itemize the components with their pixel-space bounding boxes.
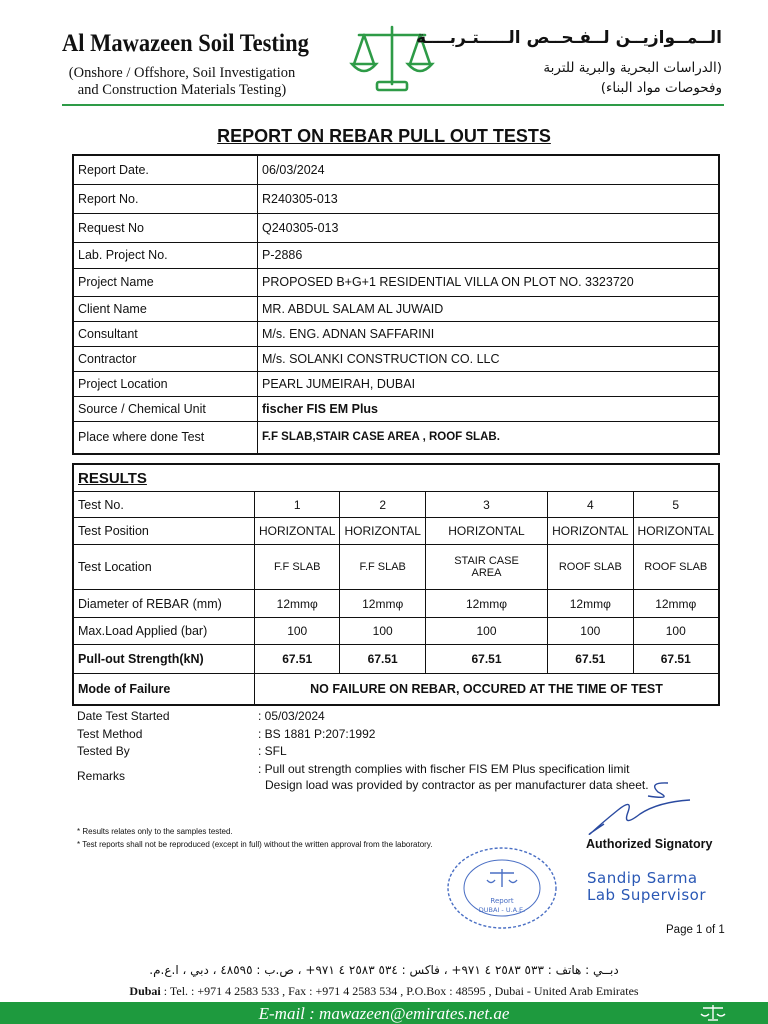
table-cell: HORIZONTAL — [340, 518, 425, 545]
table-cell: F.F SLAB — [340, 545, 425, 590]
table-cell: 12mmφ — [340, 590, 425, 618]
info-value: fischer FIS EM Plus — [258, 396, 720, 421]
company-subtitle-arabic — [543, 58, 722, 98]
results-row-test-no — [73, 492, 719, 518]
test-method-label: Test Method — [77, 727, 143, 741]
table-cell: HORIZONTAL — [548, 518, 633, 545]
info-value: M/s. SOLANKI CONSTRUCTION CO. LLC — [258, 346, 720, 371]
info-row-client-name — [73, 296, 719, 321]
results-table — [72, 463, 720, 706]
remarks-label: Remarks — [77, 769, 126, 783]
row-label: Max.Load Applied (bar) — [73, 618, 255, 645]
footer-contact-details: : Tel. : +971 4 2583 533 , Fax : +971 4 2583 534 , P.O.Box : 48595 , Dubai - United Arab Emirates — [160, 984, 639, 998]
info-value: P-2886 — [258, 242, 720, 268]
company-name-english: Al Mawazeen Soil Testing — [62, 30, 309, 57]
table-cell: 100 — [425, 618, 547, 645]
table-cell: 100 — [633, 618, 719, 645]
page-number: Page 1 of 1 — [666, 924, 725, 936]
info-row-place-of-test — [73, 421, 719, 454]
date-started-value: : 05/03/2024 — [258, 709, 325, 723]
info-value: M/s. ENG. ADNAN SAFFARINI — [258, 321, 720, 346]
footnote-reproduction: * Test reports shall not be reproduced (except in full) without the written approval from the laboratory. — [77, 840, 433, 849]
subtitle-line-2: and Construction Materials Testing) — [77, 82, 287, 98]
table-cell: 12mmφ — [425, 590, 547, 618]
info-value: PROPOSED B+G+1 RESIDENTIAL VILLA ON PLOT NO. 3323720 — [258, 268, 720, 296]
table-cell: HORIZONTAL — [425, 518, 547, 545]
info-row-contractor — [73, 346, 719, 371]
table-cell: 1 — [255, 492, 340, 518]
table-cell: 100 — [548, 618, 633, 645]
authorized-signatory: Authorized Signatory — [586, 837, 713, 851]
info-label: Report Date. — [73, 155, 258, 184]
table-cell: ROOF SLAB — [633, 545, 719, 590]
info-label: Lab. Project No. — [73, 242, 258, 268]
table-cell: 67.51 — [548, 645, 633, 674]
results-row-position — [73, 518, 719, 545]
info-label: Report No. — [73, 184, 258, 213]
row-label: Mode of Failure — [73, 674, 255, 705]
table-cell: 100 — [340, 618, 425, 645]
table-cell: 67.51 — [425, 645, 547, 674]
table-cell: 3 — [425, 492, 547, 518]
info-row-report-date — [73, 155, 719, 184]
info-label: Client Name — [73, 296, 258, 321]
footer-address-arabic: دبــي : هاتف : ٥٣٣ ٢٥٨٣ ٤ ٩٧١+ ، فاكس : ٥٣٤ ٢٥٨٣ ٤ ٩٧١+ ، ص.ب : ٤٨٥٩٥ ، دبي ، ا.ع.م. — [149, 963, 619, 977]
info-label: Project Name — [73, 268, 258, 296]
info-label: Source / Chemical Unit — [73, 396, 258, 421]
table-cell: 12mmφ — [255, 590, 340, 618]
table-cell: 2 — [340, 492, 425, 518]
row-label: Diameter of REBAR (mm) — [73, 590, 255, 618]
results-heading: RESULTS — [73, 464, 719, 492]
results-row-diameter — [73, 590, 719, 618]
footer-bar — [0, 1002, 768, 1024]
arabic-subtitle-line-2: وفحوصات مواد البناء) — [600, 80, 722, 96]
table-cell: STAIR CASE AREA — [425, 545, 547, 590]
info-row-project-name — [73, 268, 719, 296]
info-row-request-no — [73, 213, 719, 242]
results-heading-row — [73, 464, 719, 492]
results-row-load — [73, 618, 719, 645]
info-row-consultant — [73, 321, 719, 346]
results-row-location — [73, 545, 719, 590]
info-row-source-chemical — [73, 396, 719, 421]
info-value: Q240305-013 — [258, 213, 720, 242]
tested-by-label: Tested By — [77, 744, 130, 758]
supervisor-stamp — [587, 870, 706, 904]
company-name-arabic: الــمــوازيــن لــفـحــص الـــــتـربــــة — [416, 28, 722, 48]
info-value: 06/03/2024 — [258, 155, 720, 184]
lab-stamp-icon — [444, 845, 560, 931]
footer-dubai-label: Dubai — [129, 984, 161, 998]
table-cell: 67.51 — [340, 645, 425, 674]
table-cell: 100 — [255, 618, 340, 645]
table-cell: HORIZONTAL — [255, 518, 340, 545]
signature-icon — [578, 778, 708, 840]
test-method-value: : BS 1881 P:207:1992 — [258, 727, 376, 741]
table-cell: 67.51 — [255, 645, 340, 674]
results-row-failure — [73, 674, 719, 705]
row-label: Test No. — [73, 492, 255, 518]
tested-by-value: : SFL — [258, 744, 287, 758]
company-subtitle-english — [62, 65, 302, 99]
arabic-subtitle-line-1: (الدراسات البحرية والبرية للتربة — [543, 60, 722, 76]
row-label: Test Location — [73, 545, 255, 590]
remarks-line-2: Design load was provided by contractor as per manufacturer data sheet. — [265, 778, 649, 792]
info-label: Project Location — [73, 371, 258, 396]
table-cell: HORIZONTAL — [633, 518, 719, 545]
failure-mode-value: NO FAILURE ON REBAR, OCCURED AT THE TIME OF TEST — [255, 674, 720, 705]
table-cell: 67.51 — [633, 645, 719, 674]
table-cell: F.F SLAB — [255, 545, 340, 590]
footer-address-english — [0, 984, 768, 999]
table-cell: 12mmφ — [633, 590, 719, 618]
info-value: R240305-013 — [258, 184, 720, 213]
info-row-project-location — [73, 371, 719, 396]
info-row-lab-project-no — [73, 242, 719, 268]
header-divider — [62, 104, 724, 106]
remarks-line-1: : Pull out strength complies with fischer FIS EM Plus specification limit — [258, 762, 630, 776]
stamp-text-report: Report — [490, 897, 514, 905]
info-label: Request No — [73, 213, 258, 242]
report-info-table — [72, 154, 720, 455]
table-cell: ROOF SLAB — [548, 545, 633, 590]
table-cell: 12mmφ — [548, 590, 633, 618]
info-value: F.F SLAB,STAIR CASE AREA , ROOF SLAB. — [258, 421, 720, 454]
results-row-strength — [73, 645, 719, 674]
row-label: Test Position — [73, 518, 255, 545]
table-cell: 4 — [548, 492, 633, 518]
date-started-label: Date Test Started — [77, 709, 170, 723]
stamp-text-dubai: DUBAI - U.A.E. — [478, 906, 526, 914]
info-value: MR. ABDUL SALAM AL JUWAID — [258, 296, 720, 321]
info-label: Consultant — [73, 321, 258, 346]
supervisor-name: Sandip Sarma — [587, 869, 698, 887]
row-label: Pull-out Strength(kN) — [73, 645, 255, 674]
footnote-results: * Results relates only to the samples tested. — [77, 827, 233, 836]
info-label: Contractor — [73, 346, 258, 371]
footer-scale-icon — [700, 1004, 726, 1022]
supervisor-role: Lab Supervisor — [587, 886, 706, 904]
info-value: PEARL JUMEIRAH, DUBAI — [258, 371, 720, 396]
info-row-report-no — [73, 184, 719, 213]
footer-email: E-mail : mawazeen@emirates.net.ae — [258, 1004, 510, 1023]
info-label: Place where done Test — [73, 421, 258, 454]
report-title: REPORT ON REBAR PULL OUT TESTS — [217, 126, 551, 146]
table-cell: 5 — [633, 492, 719, 518]
subtitle-line-1: (Onshore / Offshore, Soil Investigation — [68, 65, 296, 81]
